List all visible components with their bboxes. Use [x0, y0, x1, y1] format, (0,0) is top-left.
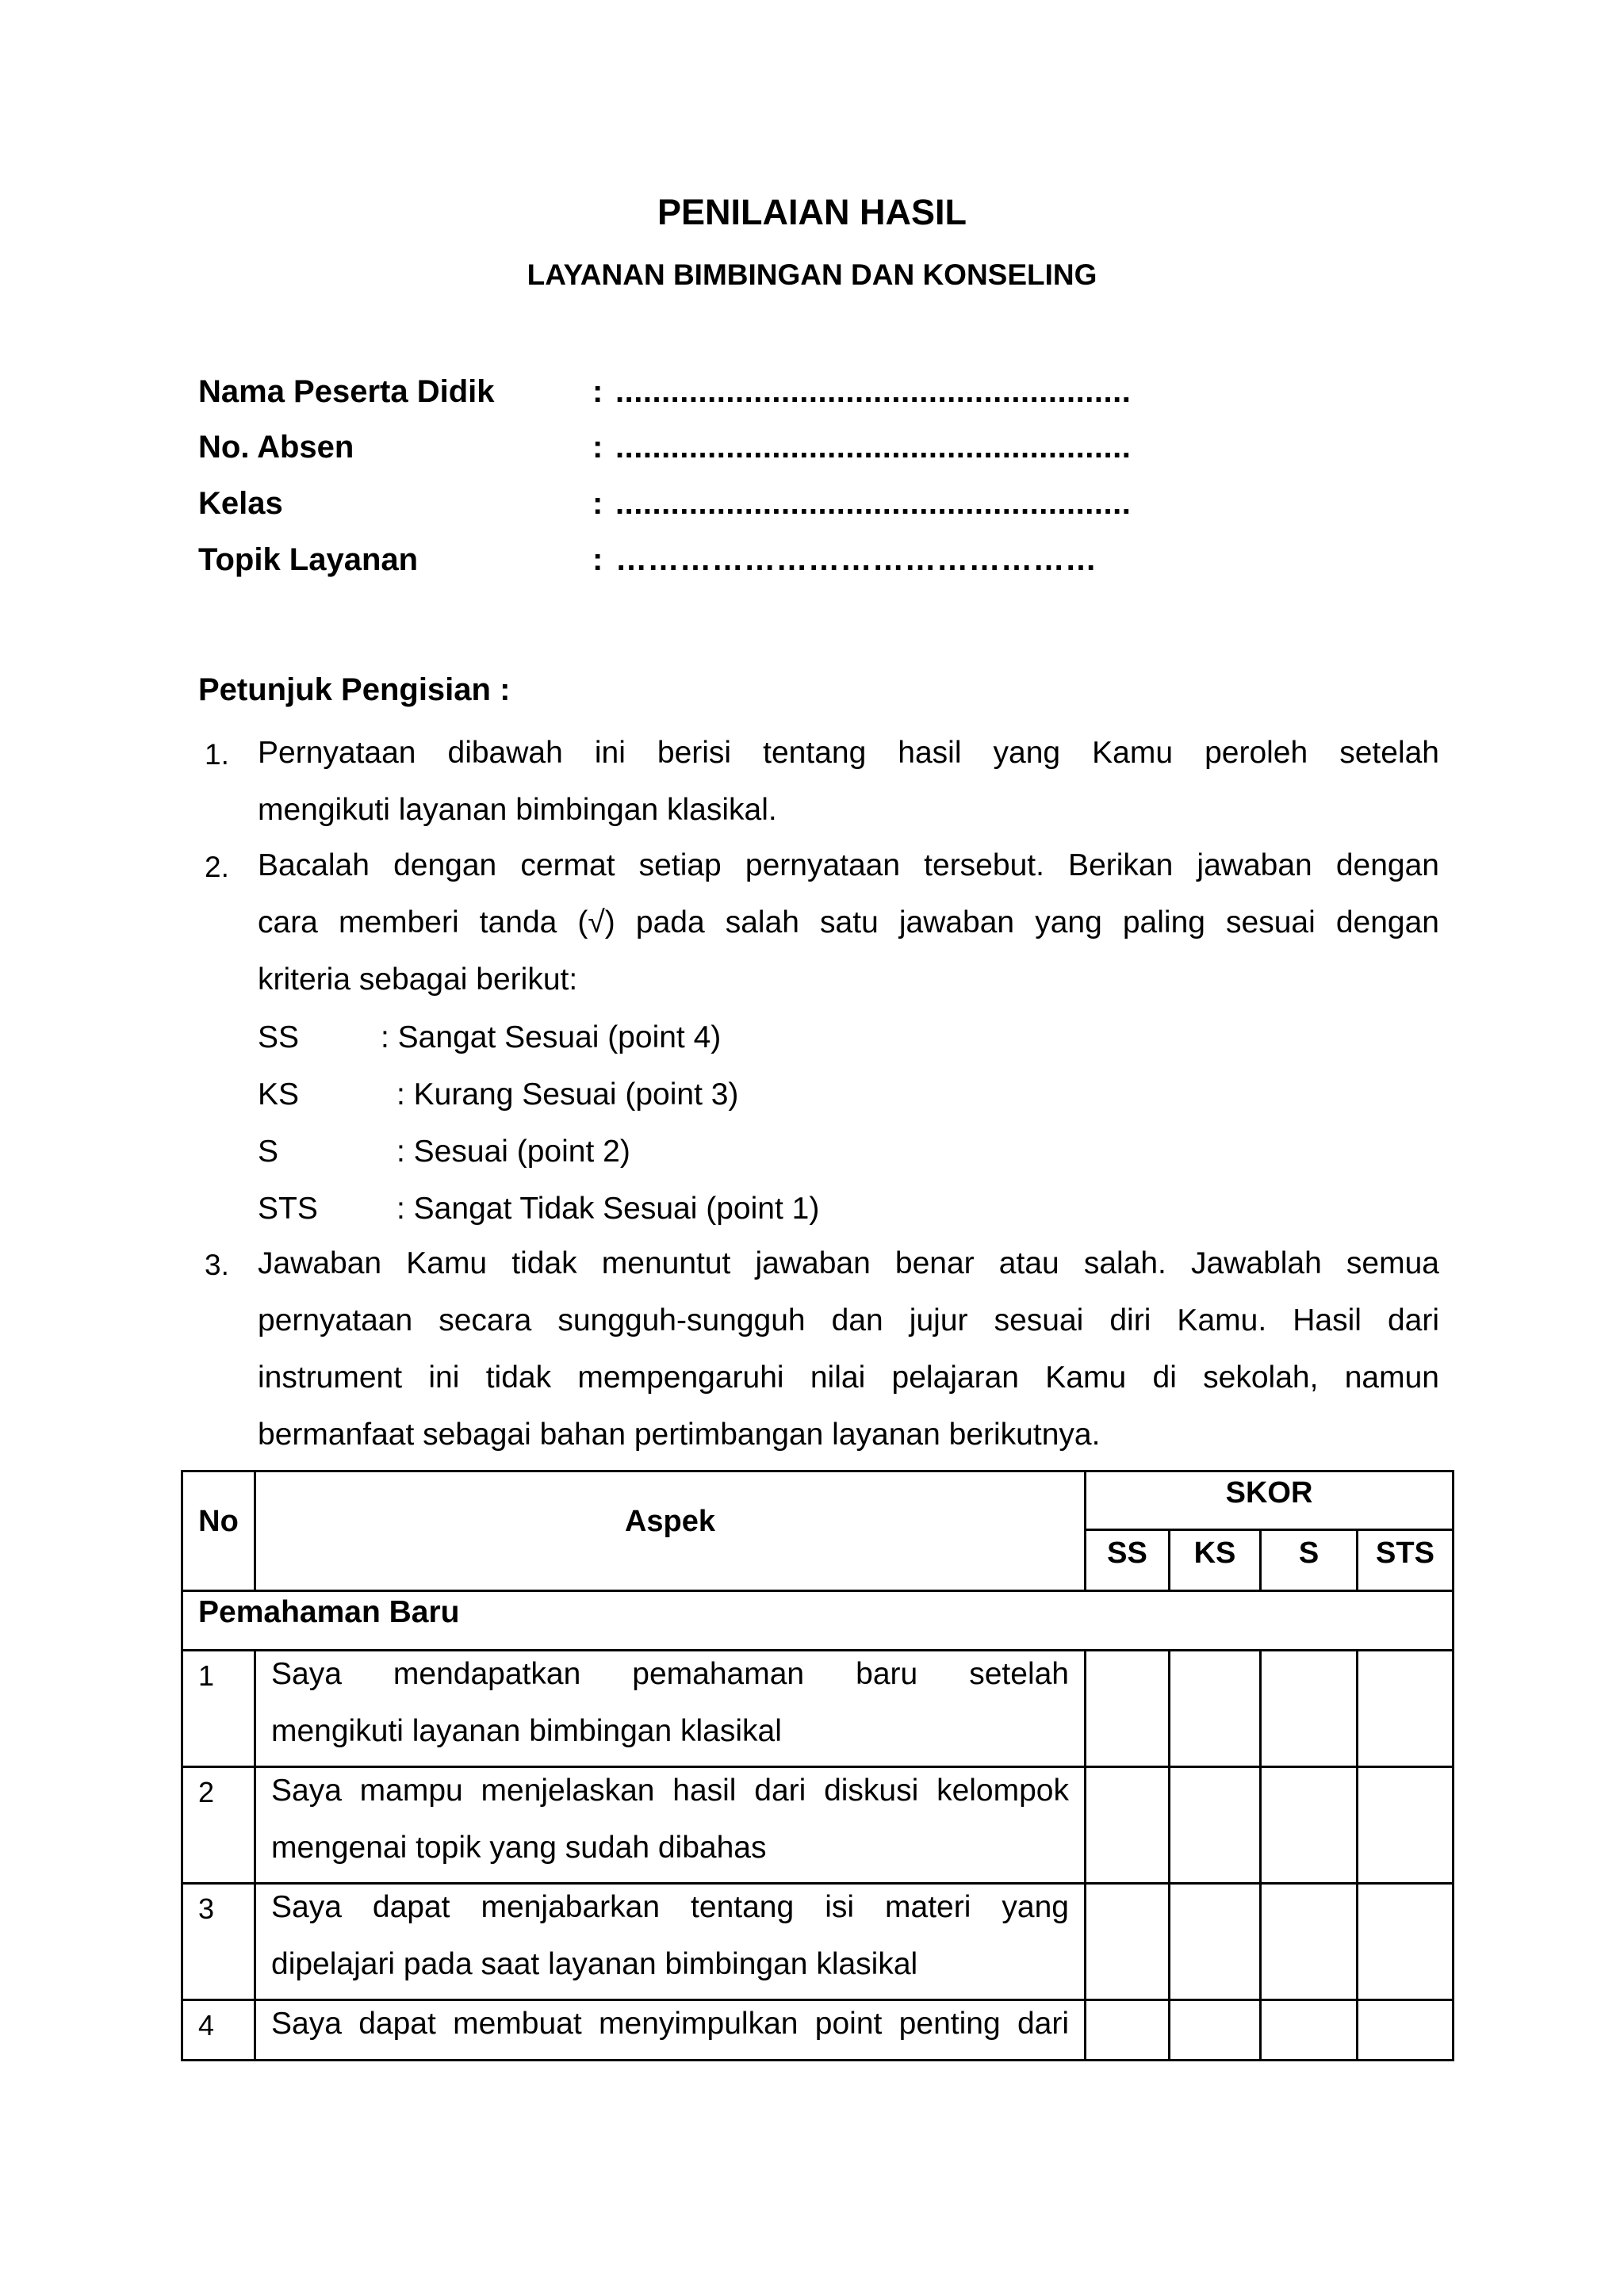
instruction-line: Jawaban Kamu tidak menuntut jawaban benar atau salah. Jawablah semua: [258, 1246, 1439, 1280]
criteria-desc: : Sangat Tidak Sesuai (point 1): [396, 1192, 820, 1226]
instruction-line: bermanfaat sebagai bahan pertimbangan layanan berikutnya.: [258, 1418, 1101, 1452]
table-border: [1084, 1529, 1454, 1531]
field-blank: ........................................................: [615, 486, 1132, 521]
row-statement: dipelajari pada saat layanan bimbingan klasikal: [271, 1947, 918, 1981]
criteria-code: STS: [258, 1192, 318, 1226]
criteria-desc: : Kurang Sesuai (point 3): [396, 1077, 739, 1112]
field-label: Kelas: [198, 486, 283, 521]
instruction-line: Bacalah dengan cermat setiap pernyataan tersebut. Berikan jawaban dengan: [258, 848, 1439, 882]
document-subtitle: LAYANAN BIMBINGAN DAN KONSELING: [527, 258, 1097, 291]
section-pemahaman-baru: Pemahaman Baru: [198, 1595, 460, 1629]
field-blank: ........................................................: [615, 430, 1132, 465]
criteria-code: SS: [258, 1020, 300, 1054]
table-border: [181, 2059, 1454, 2061]
instruction-number: 3.: [205, 1249, 229, 1281]
criteria-desc: : Sangat Sesuai (point 4): [381, 1020, 722, 1054]
row-number: 3: [198, 1892, 215, 1925]
header-s: S: [1298, 1536, 1320, 1570]
row-statement: Saya mendapatkan pemahaman baru setelah: [271, 1657, 1069, 1691]
instruction-line: Pernyataan dibawah ini berisi tentang hasil yang Kamu peroleh setelah: [258, 736, 1439, 770]
header-sts: STS: [1376, 1536, 1434, 1570]
header-ks: KS: [1193, 1536, 1236, 1570]
header-ss: SS: [1107, 1536, 1147, 1570]
instruction-line: mengikuti layanan bimbingan klasikal.: [258, 793, 777, 827]
row-number: 1: [198, 1659, 215, 1692]
field-colon: :: [592, 374, 603, 409]
row-number: 2: [198, 1776, 215, 1808]
instruction-number: 1.: [205, 738, 229, 771]
row-number: 4: [198, 2009, 215, 2042]
header-skor: SKOR: [1225, 1476, 1313, 1510]
table-border: [1259, 1649, 1262, 2061]
table-border: [181, 1470, 183, 2061]
field-blank: ………………………………………: [615, 542, 1097, 577]
table-border: [1084, 1649, 1086, 2061]
table-border: [1356, 1649, 1358, 2061]
criteria-code: S: [258, 1135, 279, 1169]
field-label: No. Absen: [198, 430, 354, 465]
table-border: [1452, 1470, 1454, 2061]
field-label: Topik Layanan: [198, 542, 419, 577]
document-title: PENILAIAN HASIL: [657, 192, 967, 232]
row-statement: mengenai topik yang sudah dibahas: [271, 1831, 767, 1865]
instruction-line: kriteria sebagai berikut:: [258, 962, 578, 997]
instruction-line: pernyataan secara sungguh-sungguh dan jujur sesuai diri Kamu. Hasil dari: [258, 1303, 1439, 1337]
header-no: No: [198, 1505, 239, 1538]
instruction-number: 2.: [205, 851, 229, 883]
field-colon: :: [592, 486, 603, 521]
table-border: [254, 1649, 256, 2061]
row-statement: mengikuti layanan bimbingan klasikal: [271, 1714, 782, 1748]
field-blank: ........................................................: [615, 374, 1132, 409]
criteria-code: KS: [258, 1077, 300, 1112]
header-aspek: Aspek: [624, 1505, 716, 1538]
table-border: [181, 1590, 1454, 1592]
row-statement: Saya mampu menjelaskan hasil dari diskusi kelompok: [271, 1774, 1069, 1808]
instructions-heading: Petunjuk Pengisian :: [198, 672, 511, 707]
field-colon: :: [592, 430, 603, 465]
table-border: [1168, 1649, 1170, 2061]
field-colon: :: [592, 542, 603, 577]
table-border: [181, 1470, 1454, 1472]
row-statement: Saya dapat membuat menyimpulkan point penting dari: [271, 2007, 1069, 2041]
criteria-desc: : Sesuai (point 2): [396, 1135, 630, 1169]
instruction-line: instrument ini tidak mempengaruhi nilai pelajaran Kamu di sekolah, namun: [258, 1360, 1439, 1395]
instruction-line: cara memberi tanda (√) pada salah satu jawaban yang paling sesuai dengan: [258, 905, 1439, 939]
row-statement: Saya dapat menjabarkan tentang isi materi yang: [271, 1890, 1069, 1924]
field-label: Nama Peserta Didik: [198, 374, 495, 409]
